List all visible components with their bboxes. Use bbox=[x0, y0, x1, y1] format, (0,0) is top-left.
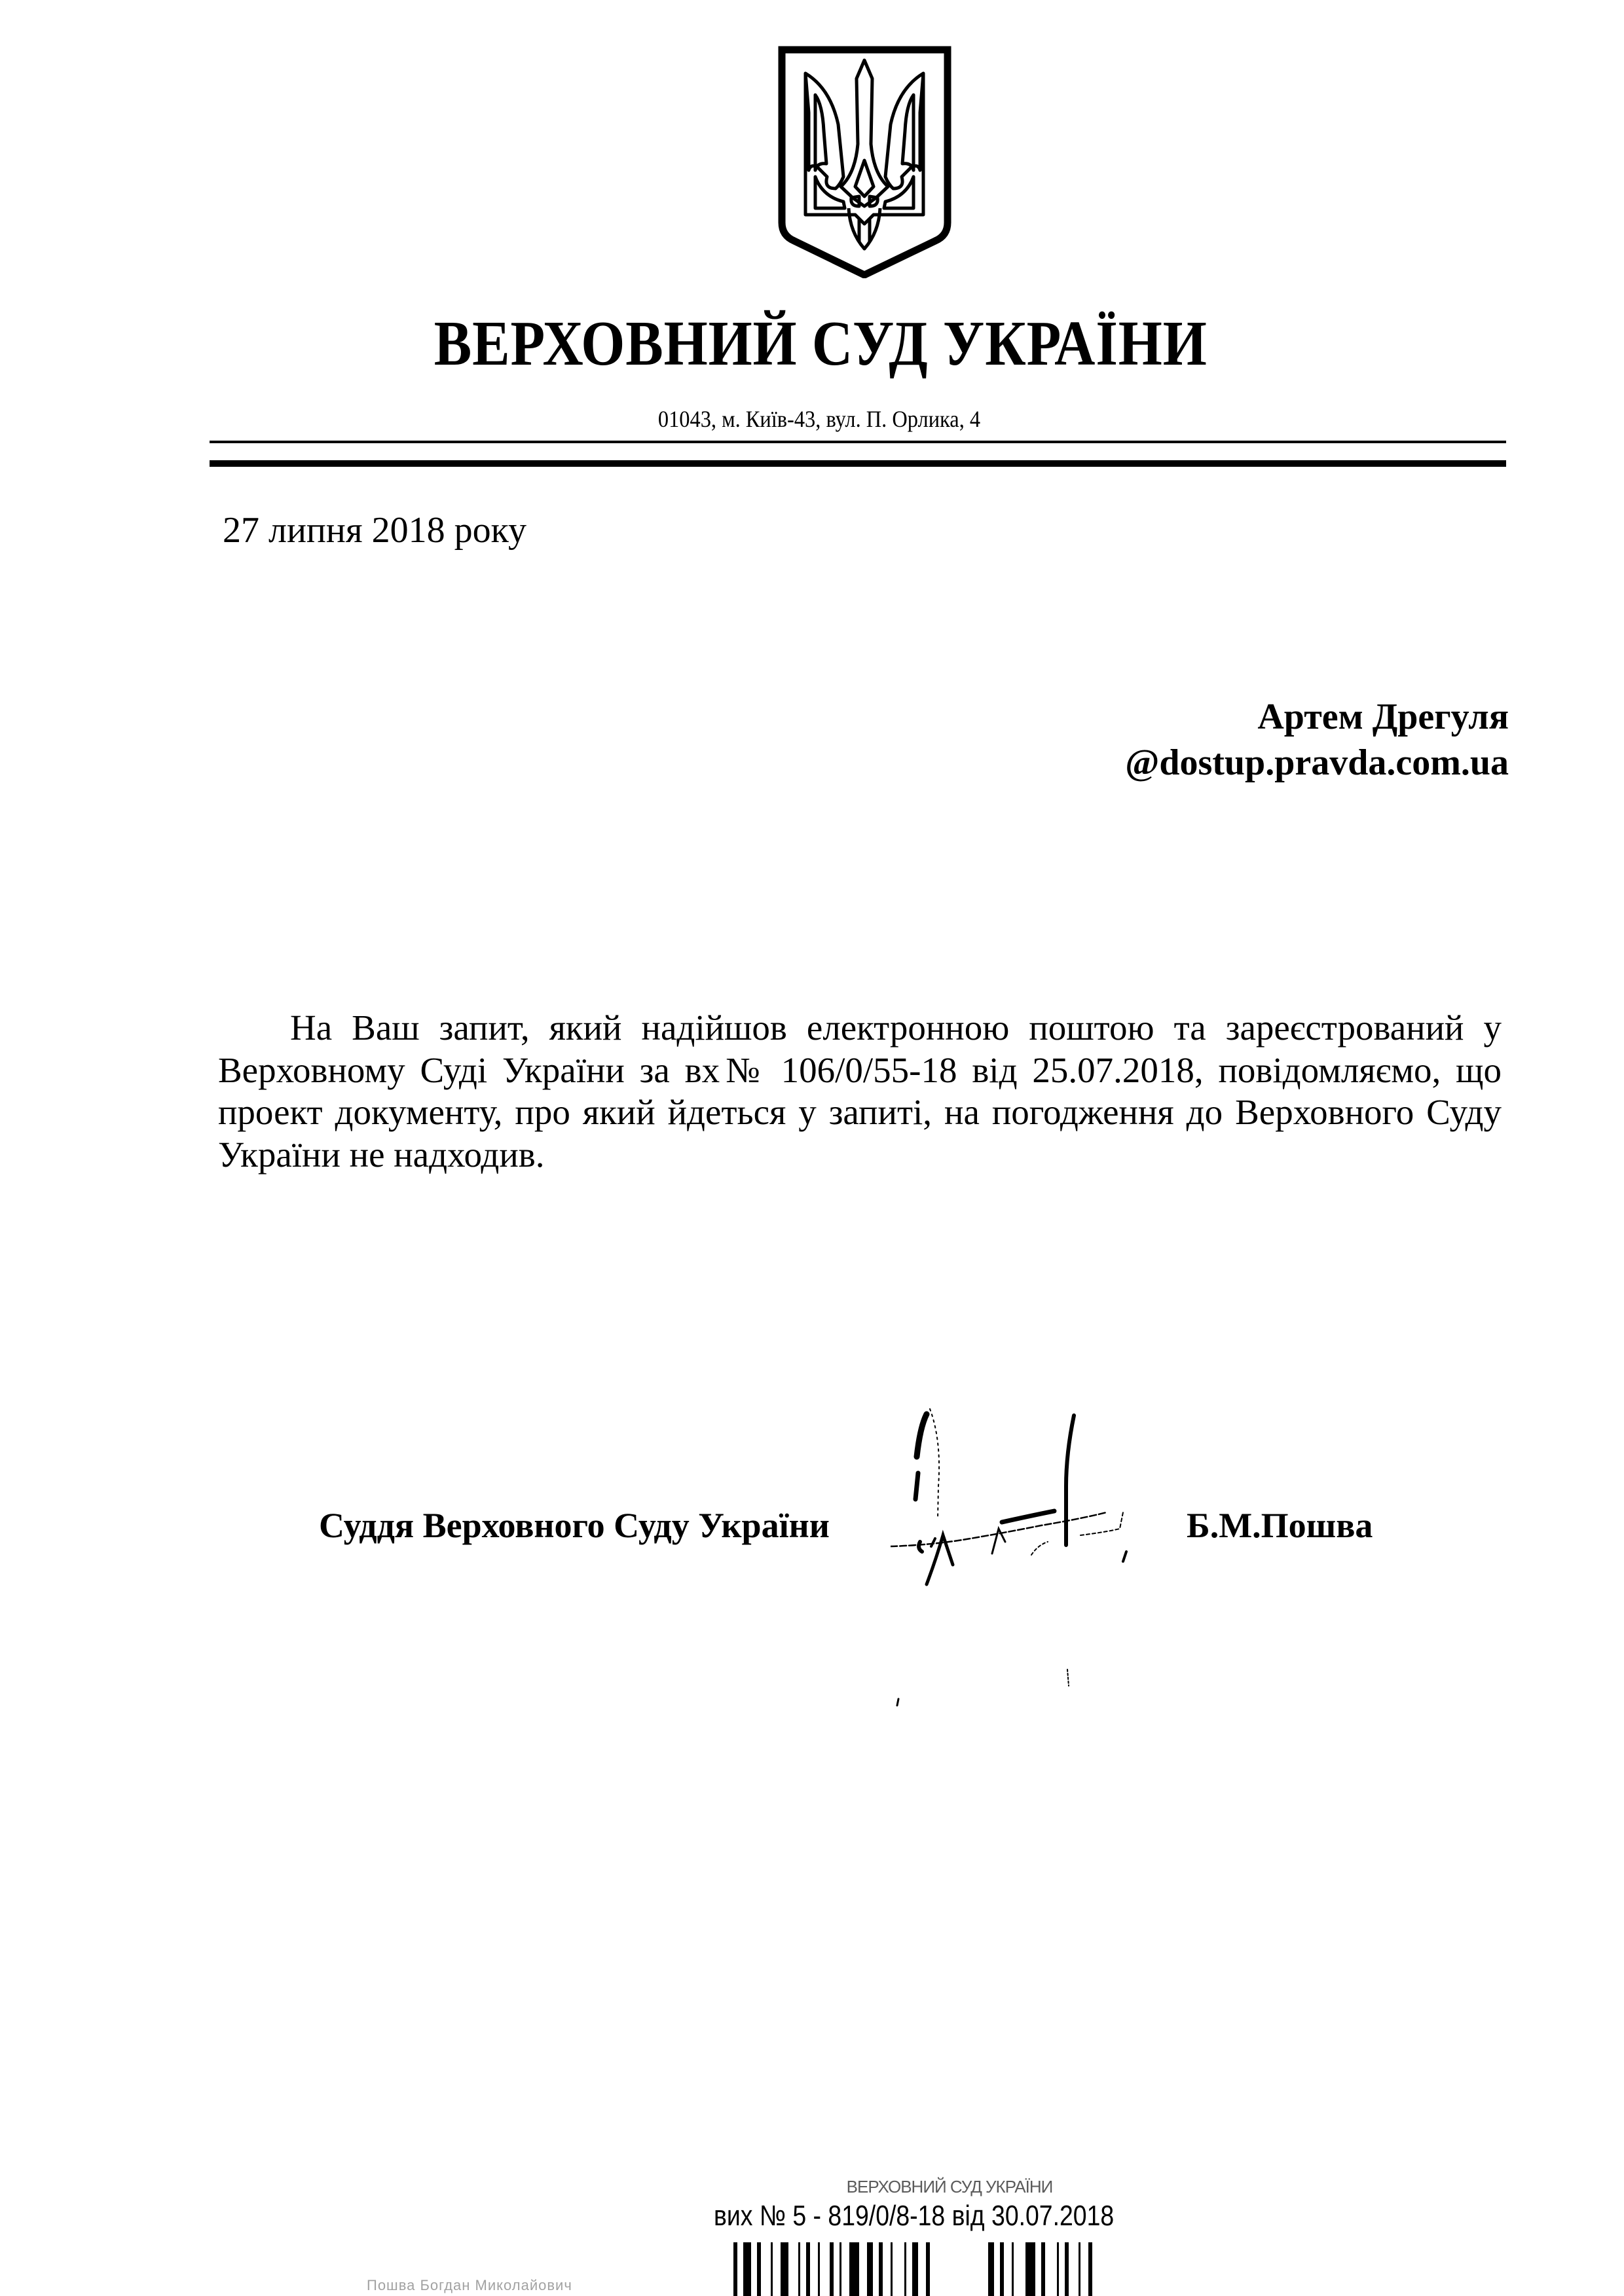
barcode-bar bbox=[1065, 2242, 1069, 2296]
barcode-bar bbox=[733, 2242, 737, 2296]
recipient-block bbox=[1125, 694, 1509, 786]
organization-address: 01043, м. Київ-43, вул. П. Орлика, 4 bbox=[657, 406, 981, 432]
barcode-bar bbox=[891, 2242, 893, 2296]
barcode-bar bbox=[879, 2242, 883, 2296]
barcode-bar bbox=[1088, 2242, 1092, 2296]
letter-date: 27 липня 2018 року bbox=[223, 510, 527, 551]
header-divider-thin bbox=[210, 441, 1506, 443]
barcode-bar bbox=[1025, 2242, 1035, 2296]
barcode-bar bbox=[1041, 2242, 1045, 2296]
barcode-bar bbox=[912, 2242, 918, 2296]
barcode-bar bbox=[830, 2242, 834, 2296]
recipient-email: @dostup.pravda.com.ua bbox=[1125, 742, 1509, 783]
barcode-bar bbox=[849, 2242, 859, 2296]
barcode-bar bbox=[798, 2242, 800, 2296]
barcode-bar bbox=[926, 2242, 930, 2296]
recipient-name: Артем Дрегуля bbox=[1257, 697, 1509, 737]
barcode-bar bbox=[1057, 2242, 1059, 2296]
signer-name: Б.М.Пошва bbox=[1187, 1506, 1373, 1545]
outgoing-registration-number: вих № 5 - 819/0/8-18 від 30.07.2018 bbox=[714, 2200, 1115, 2232]
stamp-organization: ВЕРХОВНИЙ СУД УКРАЇНИ bbox=[846, 2177, 1053, 2196]
barcode-bar bbox=[840, 2242, 841, 2296]
barcode-bar bbox=[867, 2242, 873, 2296]
barcode-bar bbox=[1079, 2242, 1080, 2296]
header-divider-thick bbox=[210, 460, 1506, 467]
barcode-bar bbox=[1012, 2242, 1014, 2296]
barcode-bar bbox=[757, 2242, 761, 2296]
organization-title: ВЕРХОВНИЙ СУД УКРАЇНИ bbox=[434, 308, 1208, 379]
barcode-bar bbox=[988, 2242, 994, 2296]
barcode-bar bbox=[771, 2242, 773, 2296]
handwritten-signature-icon bbox=[891, 1394, 1257, 1813]
barcode-bar bbox=[818, 2242, 820, 2296]
barcode-icon bbox=[733, 2242, 1126, 2296]
barcode-bar bbox=[743, 2242, 751, 2296]
barcode-bar bbox=[904, 2242, 906, 2296]
barcode-bar bbox=[806, 2242, 810, 2296]
signer-position: Суддя Верховного Суду України bbox=[319, 1506, 830, 1545]
stamp-executor-name: Пошва Богдан Миколайович bbox=[367, 2277, 572, 2293]
trident-coat-of-arms-icon bbox=[778, 46, 951, 278]
barcode-bar bbox=[781, 2242, 788, 2296]
letter-body: На Ваш запит, який надійшов електронною поштою та зареєстрований у Верховному Суді України за вх№ 106/0/55-18 від 25.07.2018, повідомляємо, що проект документу, про який йдеться у запиті, на погодження до Верховного Суду України не надходив. bbox=[218, 1008, 1502, 1175]
barcode-bar bbox=[1000, 2242, 1004, 2296]
